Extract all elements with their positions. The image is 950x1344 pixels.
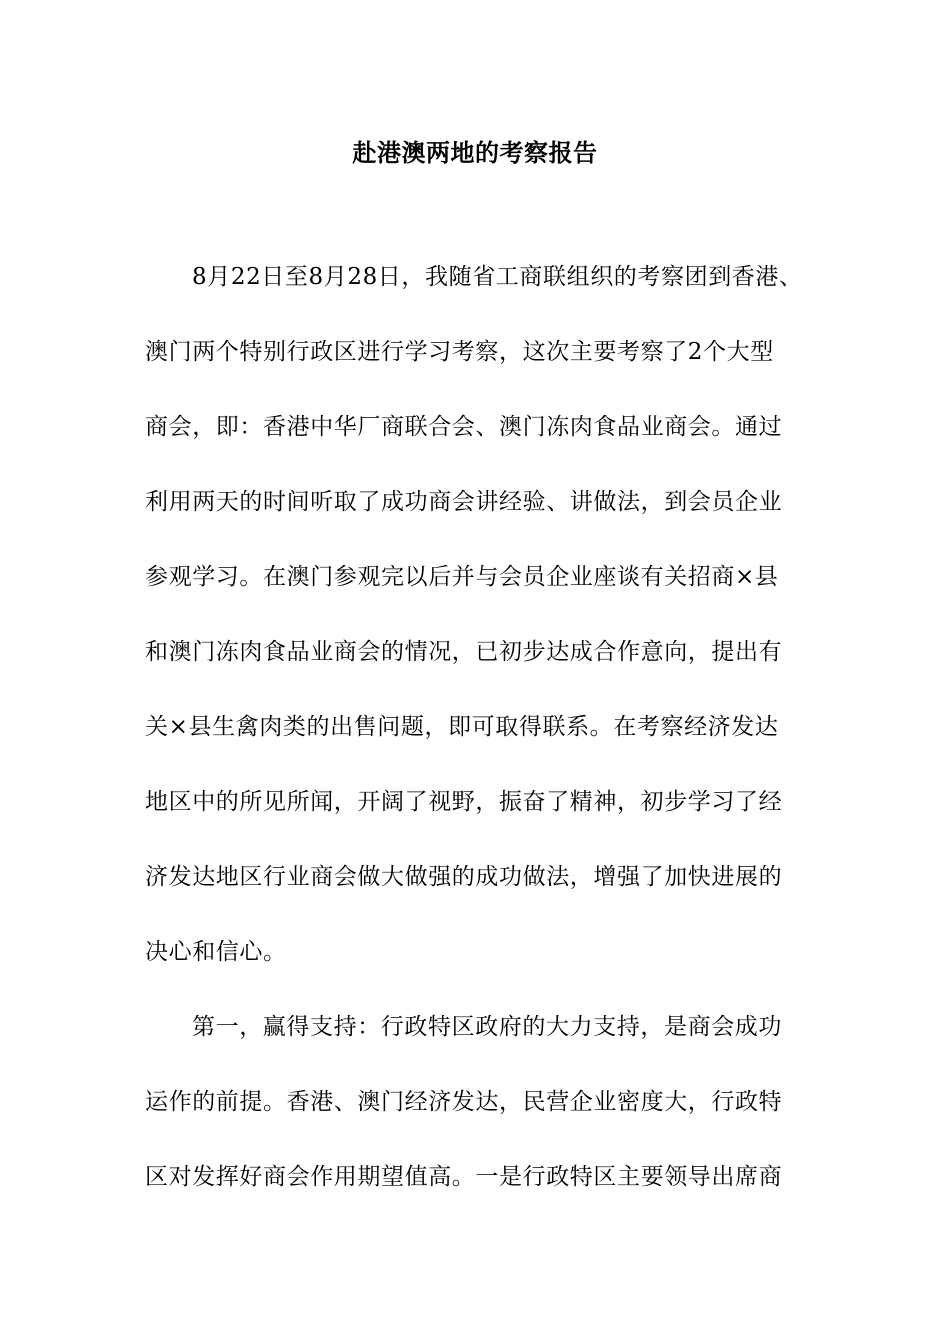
paragraph-1-line-8: 地区中的所见所闻，开阔了视野，振奋了精神，初步学习了经	[145, 789, 783, 815]
paragraph-2-line-3: 区对发挥好商会作用期望值高。一是行政特区主要领导出席商	[145, 1164, 783, 1190]
paragraph-1-line-7: 关×县生禽肉类的出售问题，即可取得联系。在考察经济发达	[145, 714, 779, 740]
paragraph-2-line-1: 第一，赢得支持：行政特区政府的大力支持，是商会成功	[192, 1014, 782, 1040]
paragraph-2-line-2: 运作的前提。香港、澳门经济发达，民营企业密度大，行政特	[145, 1089, 783, 1115]
paragraph-1-line-1: 8月22日至8月28日，我随省工商联组织的考察团到香港、	[192, 264, 803, 290]
paragraph-1-line-5: 参观学习。在澳门参观完以后并与会员企业座谈有关招商×县	[145, 564, 779, 590]
paragraph-1-line-3: 商会，即：香港中华厂商联合会、澳门冻肉食品业商会。通过	[145, 414, 783, 440]
document-title: 赴港澳两地的考察报告	[352, 138, 598, 167]
paragraph-1-line-2: 澳门两个特别行政区进行学习考察，这次主要考察了2个大型	[145, 339, 774, 365]
paragraph-1-line-10: 决心和信心。	[145, 939, 287, 965]
paragraph-1-line-4: 利用两天的时间听取了成功商会讲经验、讲做法，到会员企业	[145, 489, 783, 515]
paragraph-1-line-6: 和澳门冻肉食品业商会的情况，已初步达成合作意向，提出有	[145, 639, 783, 665]
paragraph-1-line-9: 济发达地区行业商会做大做强的成功做法，增强了加快进展的	[145, 864, 783, 890]
